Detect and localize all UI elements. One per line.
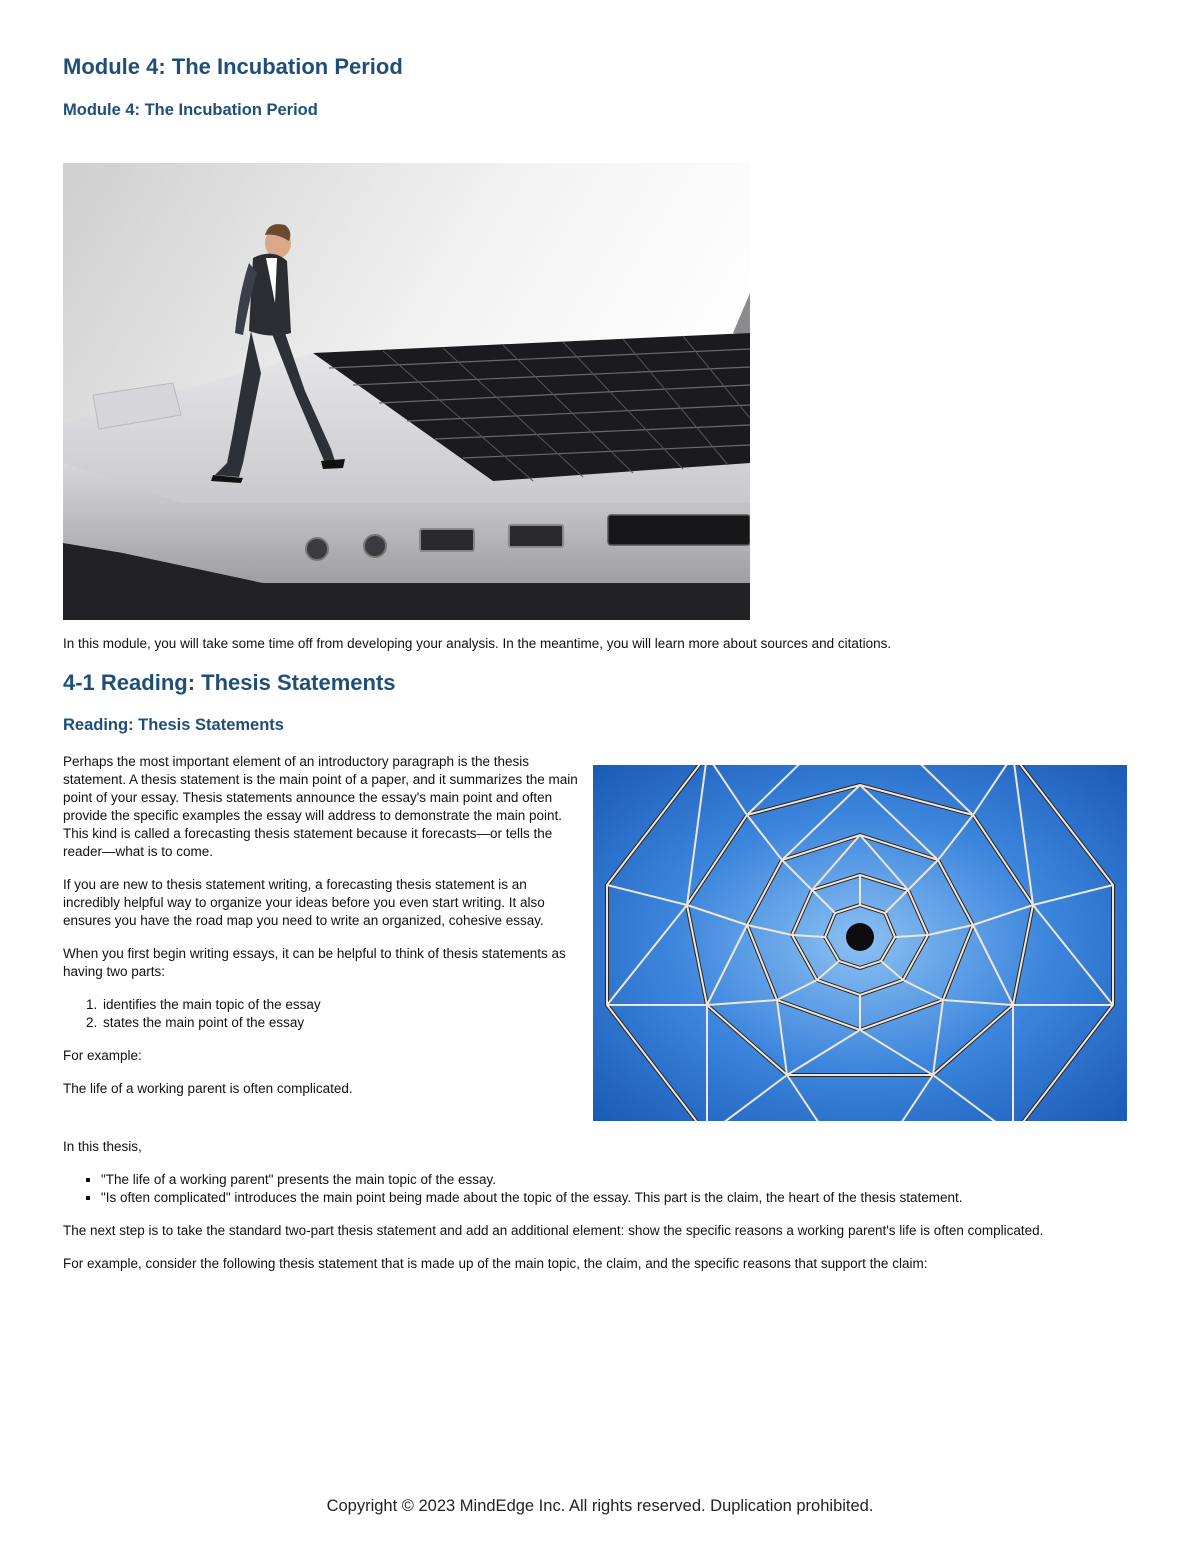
- paragraph-forecasting: If you are new to thesis statement writing, a forecasting thesis statement is an incredibly helpful way to organize your ideas before you even start writing. It also ensures you have the road map you need to write an organized, cohesive essay.: [63, 877, 545, 928]
- for-example-label: For example:: [63, 1048, 142, 1063]
- paragraph-two-parts: When you first begin writing essays, it can be helpful to think of thesis statements as having two parts:: [63, 946, 566, 979]
- geodesic-dome-image: [593, 765, 1127, 1121]
- reading-subtitle: Reading: Thesis Statements: [63, 716, 284, 734]
- module-title: Module 4: The Incubation Period: [63, 54, 403, 79]
- list-item: 2. states the main point of the essay: [101, 1014, 578, 1032]
- in-this-thesis-label: In this thesis,: [63, 1139, 142, 1154]
- section-title: 4-1 Reading: Thesis Statements: [63, 670, 396, 695]
- paragraph-next-step: The next step is to take the standard two-part thesis statement and add an additional element: show the specific reasons a working parent's life is often complicated.: [63, 1223, 1044, 1238]
- thesis-reading-continued: [63, 1138, 1138, 1288]
- list-item: 1. identifies the main topic of the essay: [101, 996, 578, 1014]
- list-item: ▪ "The life of a working parent" presents the main topic of the essay.: [101, 1171, 1138, 1189]
- list-item: ▪ "Is often complicated" introduces the main point being made about the topic of the essay. This part is the claim, the heart of the thesis statement.: [101, 1189, 1138, 1207]
- thesis-parts-list: [63, 996, 578, 1032]
- example-thesis: The life of a working parent is often complicated.: [63, 1081, 353, 1096]
- laptop-walking-man-image: [63, 163, 750, 620]
- thesis-reading-column: [63, 753, 578, 1113]
- module-intro-text: In this module, you will take some time off from developing your analysis. In the meantime, you will learn more about sources and citations.: [63, 636, 892, 651]
- paragraph-thesis-definition: Perhaps the most important element of an introductory paragraph is the thesis statement. A thesis statement is the main point of a paper, and it summarizes the main point of your essay. Thesis statements announce the essay's main point and often provide the specific examples the essay will address to demonstrate the main point. This kind is called a forecasting thesis statement because it forecasts—or tells the reader—what is to come.: [63, 754, 578, 859]
- module-subtitle: Module 4: The Incubation Period: [63, 101, 318, 119]
- copyright-footer: Copyright © 2023 MindEdge Inc. All rights reserved. Duplication prohibited.: [326, 1497, 874, 1515]
- thesis-analysis-list: [63, 1171, 1138, 1207]
- paragraph-consider: For example, consider the following thesis statement that is made up of the main topic, the claim, and the specific reasons that support the claim:: [63, 1256, 928, 1271]
